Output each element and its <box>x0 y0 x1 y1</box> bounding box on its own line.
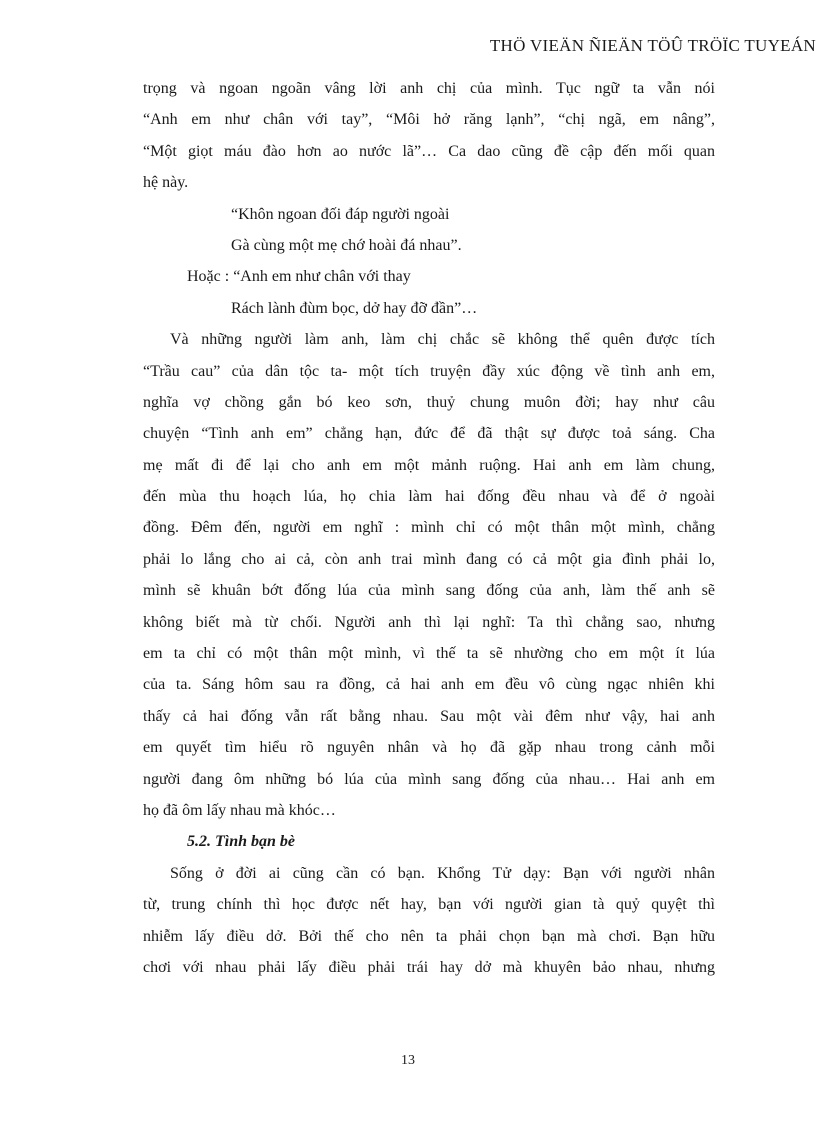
poem-line: Hoặc : “Anh em như chân với thay <box>187 268 411 286</box>
text-line: thấy cả hai đống vẫn rất bằng nhau. Sau một vài đêm như vậy, hai anh <box>143 707 715 725</box>
poem-line: Gà cùng một mẹ chớ hoài đá nhau”. <box>231 236 462 254</box>
text-line: đồng. Đêm đến, người em nghĩ : mình chỉ có một thân một mình, chẳng <box>143 519 715 537</box>
text-line: mình sẽ khuân bớt đống lúa của mình sang đống của anh, làm thế anh sẽ <box>143 582 715 600</box>
text-line: Sống ở đời ai cũng cần có bạn. Khổng Tử dạy: Bạn với người nhân <box>170 864 715 882</box>
text-line: từ, trung chính thì học được nết hay, bạn với người gian tà quỷ quyệt thì <box>143 896 715 914</box>
text-line: người đang ôm những bó lúa của mình sang đống của nhau… Hai anh em <box>143 770 715 788</box>
text-line: “Trầu cau” của dân tộc ta- một tích truyện đầy xúc động về tình anh em, <box>143 362 715 380</box>
section-heading: 5.2. Tình bạn bè <box>187 833 296 851</box>
text-line: họ đã ôm lấy nhau mà khóc… <box>143 801 336 819</box>
text-line: “Một giọt máu đào hơn ao nước lã”… Ca dao cũng đề cập đến mối quan <box>143 142 715 160</box>
text-line: em quyết tìm hiểu rõ nguyên nhân và họ đã gặp nhau trong cảnh mỗi <box>143 739 715 757</box>
text-line: không biết mà từ chối. Người anh thì lại nghĩ: Ta thì chẳng sao, nhưng <box>143 613 715 631</box>
text-line: em ta chỉ có một thân một mình, vì thế ta sẽ nhường cho em một ít lúa <box>143 645 715 663</box>
text-line: nhiễm lấy điều dở. Bởi thế cho nên ta phải chọn bạn mà chơi. Bạn hữu <box>143 927 715 945</box>
page-header: THÖ VIEÄN ÑIEÄN TÖÛ TRÖÏC TUYEÁN <box>489 36 816 55</box>
text-line: phải lo lắng cho ai cả, còn anh trai mình đang có cả một gia đình phải lo, <box>143 550 715 568</box>
text-line: “Anh em như chân với tay”, “Môi hở răng lạnh”, “chị ngã, em nâng”, <box>143 111 715 129</box>
text-line: chơi với nhau phải lấy điều phải trái hay dở mà khuyên bảo nhau, nhưng <box>143 958 715 976</box>
body-text <box>143 73 715 983</box>
text-line: của ta. Sáng hôm sau ra đồng, cả hai anh em đều vô cùng ngạc nhiên khi <box>143 676 715 694</box>
poem-line: Rách lành đùm bọc, dở hay đỡ đần”… <box>231 299 478 317</box>
text-line: trọng và ngoan ngoãn vâng lời anh chị của mình. Tục ngữ ta vẫn nói <box>143 80 715 97</box>
poem-line: “Khôn ngoan đối đáp người ngoài <box>231 205 450 223</box>
text-line: mẹ mất đi để lại cho anh em một mảnh ruộng. Hai anh em làm chung, <box>143 456 715 474</box>
text-line: nghĩa vợ chồng gắn bó keo sơn, thuỷ chung muôn đời; hay như câu <box>143 393 715 411</box>
text-line: Và những người làm anh, làm chị chắc sẽ không thể quên được tích <box>170 331 715 349</box>
text-line: chuyện “Tình anh em” chẳng hạn, đức để đã thật sự được toả sáng. Cha <box>143 425 715 443</box>
text-line: hệ này. <box>143 174 189 192</box>
text-line: đến mùa thu hoạch lúa, họ chia làm hai đống đều nhau và để ở ngoài <box>143 488 715 506</box>
page-number: 13 <box>401 1053 415 1068</box>
